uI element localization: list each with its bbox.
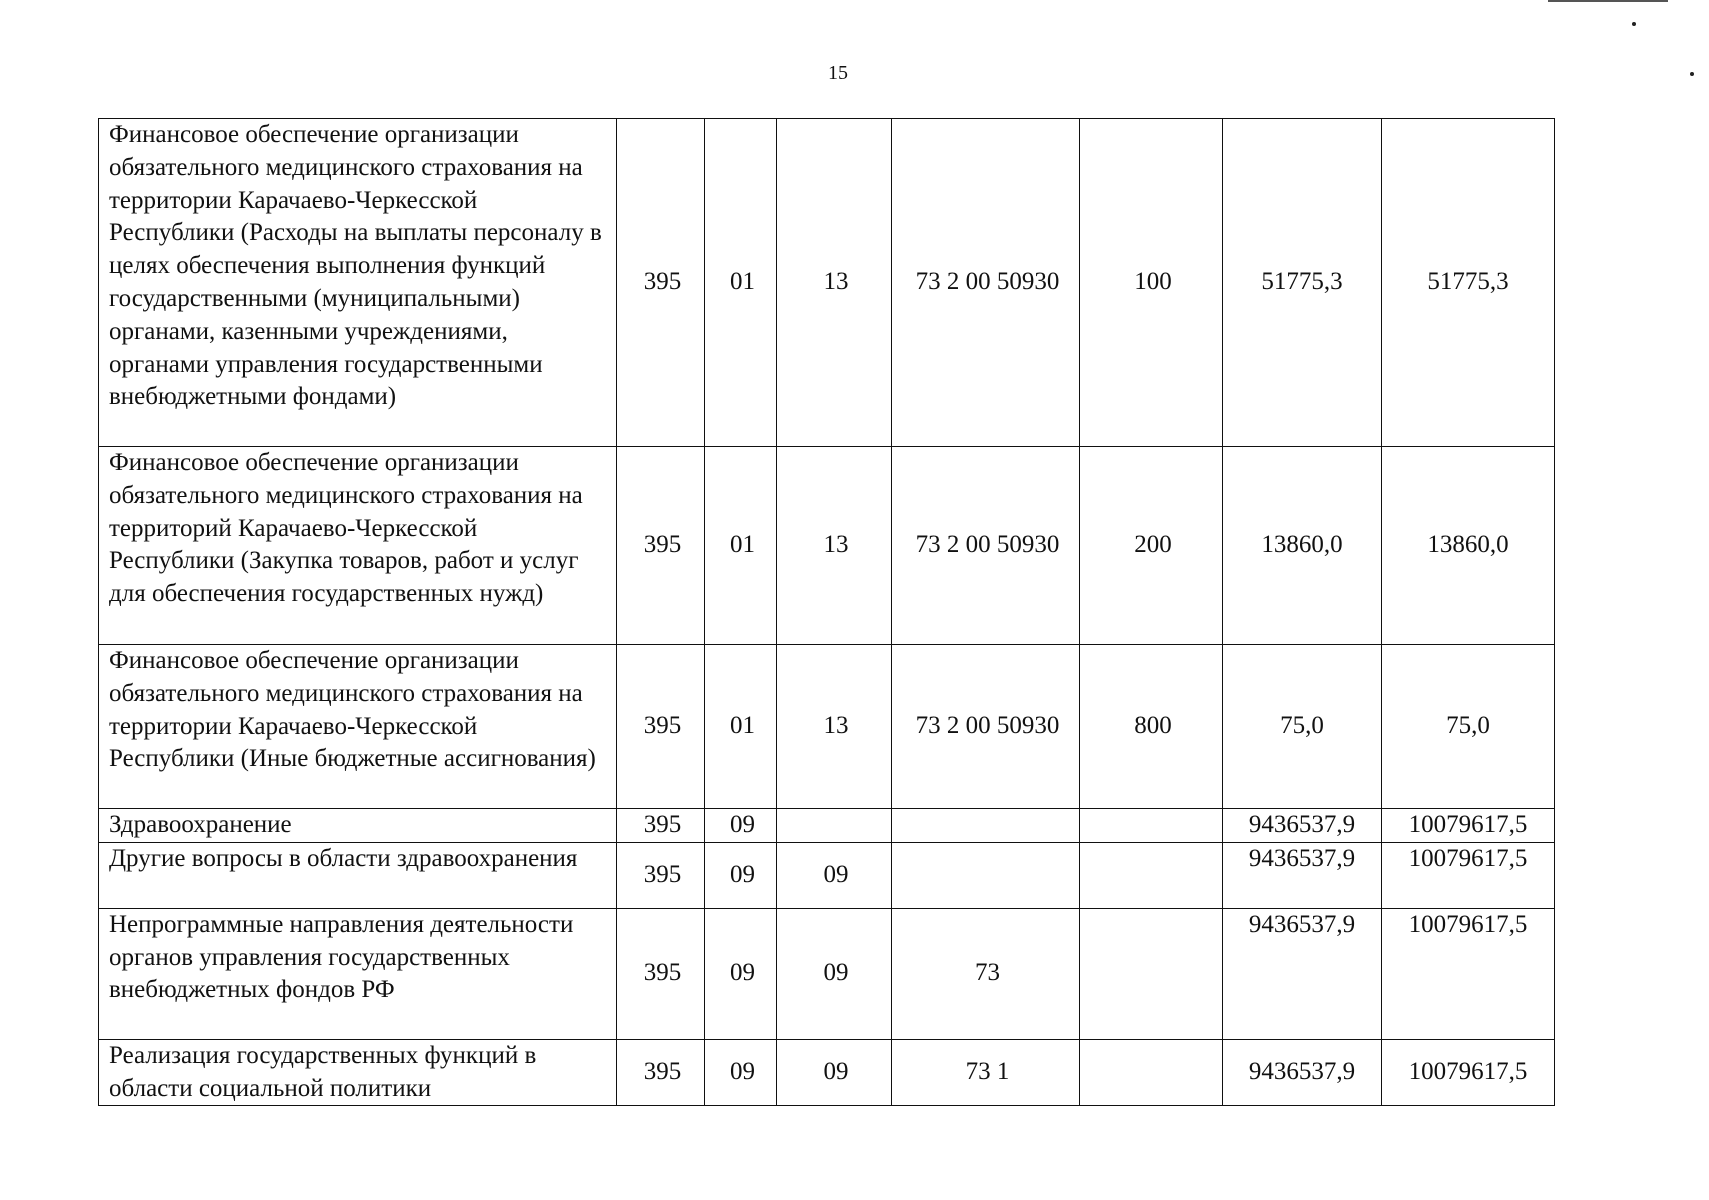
- amount-first: 9436537,9: [1223, 908, 1382, 1039]
- scan-speck: [1690, 72, 1694, 76]
- ministry-code: 395: [617, 119, 705, 447]
- amount-second: 13860,0: [1382, 447, 1555, 645]
- row-name: Финансовое обеспечение организации обязательного медицинского страхования на территории Карачаево-Черкесской Республики (Расходы на выплаты персоналу в целях обеспечения выполнения функций государственными (муниципальными) органами, казенными учреждениями, органами управления государственными внебюджетными фондами): [99, 119, 617, 447]
- budget-table: [98, 118, 1555, 1106]
- table-row: [99, 809, 1555, 843]
- row-name: Реализация государственных функций в области социальной политики: [99, 1039, 617, 1106]
- ministry-code: 395: [617, 645, 705, 809]
- ministry-code: 395: [617, 842, 705, 908]
- target-article-code: 73 2 00 50930: [892, 645, 1080, 809]
- amount-second: 75,0: [1382, 645, 1555, 809]
- amount-second: 10079617,5: [1382, 908, 1555, 1039]
- scan-edge-mark: [1548, 0, 1668, 2]
- table-row: [99, 119, 1555, 447]
- expense-type-code: [1080, 908, 1223, 1039]
- amount-first: 9436537,9: [1223, 1039, 1382, 1106]
- table-row: [99, 908, 1555, 1039]
- amount-second: 10079617,5: [1382, 809, 1555, 843]
- table-row: [99, 842, 1555, 908]
- table-row: [99, 447, 1555, 645]
- expense-type-code: 100: [1080, 119, 1223, 447]
- target-article-code: [892, 809, 1080, 843]
- subsection-code: 09: [777, 908, 892, 1039]
- row-name: Финансовое обеспечение организации обязательного медицинского страхования на территорий Карачаево-Черкесской Республики (Закупка товаров, работ и услуг для обеспечения государственных нужд): [99, 447, 617, 645]
- row-name: Финансовое обеспечение организации обязательного медицинского страхования на территории Карачаево-Черкесской Республики (Иные бюджетные ассигнования): [99, 645, 617, 809]
- ministry-code: 395: [617, 908, 705, 1039]
- expense-type-code: [1080, 809, 1223, 843]
- section-code: 09: [705, 809, 777, 843]
- target-article-code: 73 2 00 50930: [892, 119, 1080, 447]
- subsection-code: 13: [777, 119, 892, 447]
- row-name: Другие вопросы в области здравоохранения: [99, 842, 617, 908]
- ministry-code: 395: [617, 447, 705, 645]
- subsection-code: [777, 809, 892, 843]
- page-number: 15: [828, 62, 848, 84]
- amount-first: 75,0: [1223, 645, 1382, 809]
- target-article-code: [892, 842, 1080, 908]
- section-code: 01: [705, 447, 777, 645]
- subsection-code: 13: [777, 645, 892, 809]
- table-row: [99, 1039, 1555, 1106]
- expense-type-code: [1080, 1039, 1223, 1106]
- target-article-code: 73 2 00 50930: [892, 447, 1080, 645]
- ministry-code: 395: [617, 1039, 705, 1106]
- amount-second: 10079617,5: [1382, 842, 1555, 908]
- subsection-code: 13: [777, 447, 892, 645]
- section-code: 09: [705, 842, 777, 908]
- target-article-code: 73 1: [892, 1039, 1080, 1106]
- expense-type-code: 800: [1080, 645, 1223, 809]
- section-code: 01: [705, 645, 777, 809]
- subsection-code: 09: [777, 842, 892, 908]
- row-name: Здравоохранение: [99, 809, 617, 843]
- target-article-code: 73: [892, 908, 1080, 1039]
- section-code: 09: [705, 1039, 777, 1106]
- ministry-code: 395: [617, 809, 705, 843]
- amount-first: 13860,0: [1223, 447, 1382, 645]
- amount-second: 10079617,5: [1382, 1039, 1555, 1106]
- amount-first: 51775,3: [1223, 119, 1382, 447]
- row-name: Непрограммные направления деятельности органов управления государственных внебюджетных фондов РФ: [99, 908, 617, 1039]
- expense-type-code: [1080, 842, 1223, 908]
- section-code: 09: [705, 908, 777, 1039]
- subsection-code: 09: [777, 1039, 892, 1106]
- expense-type-code: 200: [1080, 447, 1223, 645]
- amount-first: 9436537,9: [1223, 842, 1382, 908]
- scan-speck: [1632, 22, 1636, 26]
- section-code: 01: [705, 119, 777, 447]
- amount-second: 51775,3: [1382, 119, 1555, 447]
- table-row: [99, 645, 1555, 809]
- amount-first: 9436537,9: [1223, 809, 1382, 843]
